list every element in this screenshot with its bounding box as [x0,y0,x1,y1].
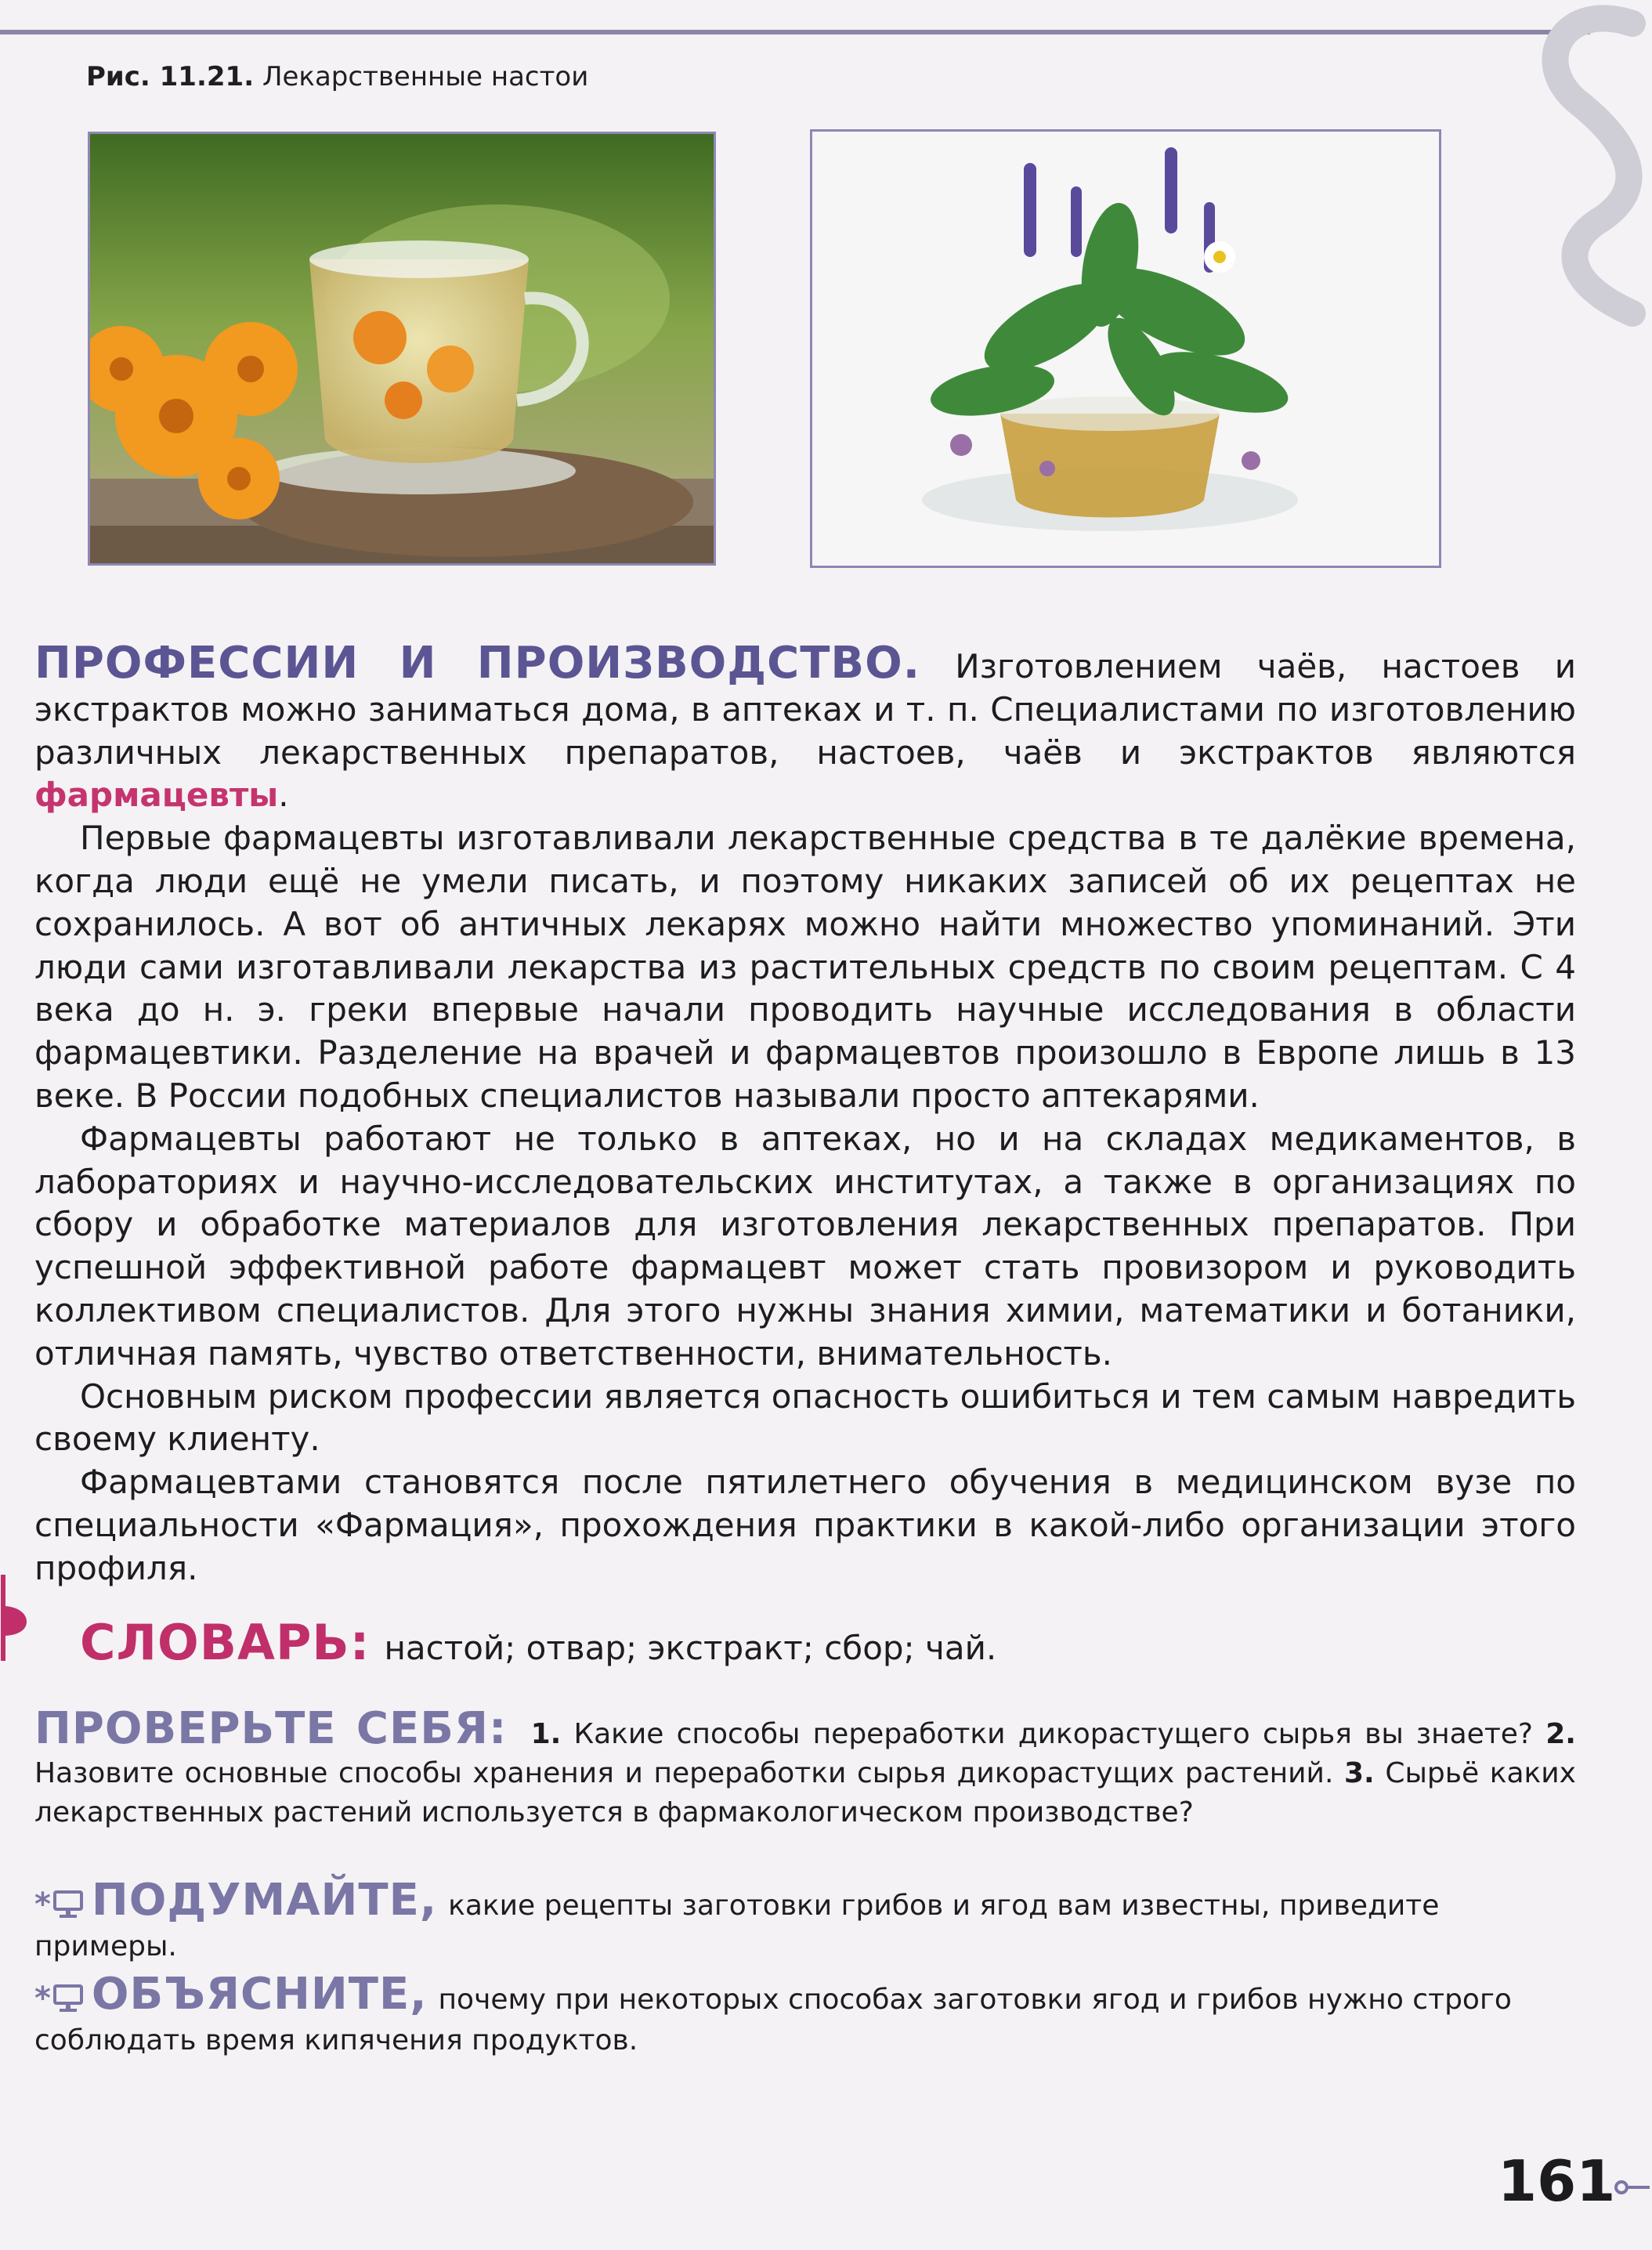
professions-paragraph-1: Первые фармацевты изготавливали лекарственные средства в те далёкие времена, когда люди ещё не умели писать, и поэтому никаких записей об их рецептах не сохранилось. А вот об античных лекарях можно найти множество упоминаний. Эти люди сами изготавливали лекарства из растительных средств по своим рецептам. С 4 века до н. э. греки впервые начали проводить научные исследования в области фармацевтики. Разделение на врачей и фармацевтов произошло в Европе лишь в 13 веке. В России подобных специалистов называли просто аптекарями. [34,819,1576,1115]
figure-title: Лекарственные настои [262,61,589,92]
professions-paragraph-2: Фармацевты работают не только в аптеках, но и на складах медикаментов, в лабораториях и научно-исследовательских институтах, а также в организациях по сбору и обработке материалов для изготовления лекарственных препаратов. При успешной эффективной работе фармацевт может стать провизором и руководить коллективом специалистов. Для этого нужны знания химии, математики и ботаники, отличная память, чувство ответственности, внимательность. [34,1119,1576,1373]
professions-intro-text: Изготовлением чаёв, настоев и экстрактов можно заниматься дома, в аптеках и т. п. Специалистами по изготовлению различных лекарственных препаратов, настоев, чаёв и экстрактов являются [34,647,1576,772]
asterisk-marker: * [34,1981,51,2017]
term-pharmacists: фармацевты [34,776,279,815]
bookmark-marker-icon [0,1575,33,1661]
question-2-text: Назовите основные способы хранения и переработки сырья дикорастущих растений. [34,1757,1334,1789]
question-1-text: Какие способы переработки дикорастущего сырья вы знаете? [573,1718,1534,1750]
explain-text: почему при некоторых способах заготовки ягод и грибов нужно строго соблюдать время кипячения продуктов. [34,1984,1512,2056]
dictionary-section [80,1614,996,1671]
explain-task [34,1969,1576,2061]
think-text: какие рецепты заготовки грибов и ягод вам известны, приведите примеры. [34,1890,1440,1962]
question-3-number: 3. [1344,1757,1375,1789]
professions-section [34,638,1576,1590]
calendula-tea-photo [88,132,716,566]
professions-intro-paragraph [34,638,1576,817]
professions-heading: ПРОФЕССИИ И ПРОИЗВОДСТВО. [34,638,920,689]
check-yourself-section [34,1703,1576,1832]
professions-paragraph-3: Основным риском профессии является опасность ошибиться и тем самым навредить своему клиенту. [34,1376,1576,1459]
computer-monitor-icon [52,1984,84,2013]
check-yourself-heading: ПРОВЕРЬТЕ СЕБЯ: [34,1703,508,1754]
page-number: 161 [1498,2148,1616,2214]
professions-paragraph-4: Фармацевтами становятся после пятилетнего обучения в медицинском вузе по специальности «Фармация», прохождения практики в какой-либо организации этого профиля. [34,1463,1576,1587]
figure-caption [86,61,588,92]
question-2-number: 2. [1545,1718,1576,1750]
herbal-tea-photo [810,129,1441,568]
dictionary-terms: настой; отвар; экстракт; сбор; чай. [384,1629,997,1667]
explain-heading: ОБЪЯСНИТЕ, [91,1969,428,2020]
question-1-number: 1. [530,1718,562,1750]
think-task [34,1875,1576,1967]
section-sign-decoration [1515,0,1652,329]
asterisk-marker: * [34,1886,51,1923]
question-3-text: Сырьё каких лекарственных растений используется в фармакологическом производстве? [34,1757,1576,1829]
page-number-decoration-icon [1612,2179,1650,2195]
computer-monitor-icon [52,1890,84,1919]
think-heading: ПОДУМАЙТЕ, [91,1875,438,1926]
top-rule [0,30,1590,34]
dictionary-heading: СЛОВАРЬ: [80,1614,371,1671]
term-period: . [278,776,289,815]
figure-label: Рис. 11.21. [86,61,255,92]
